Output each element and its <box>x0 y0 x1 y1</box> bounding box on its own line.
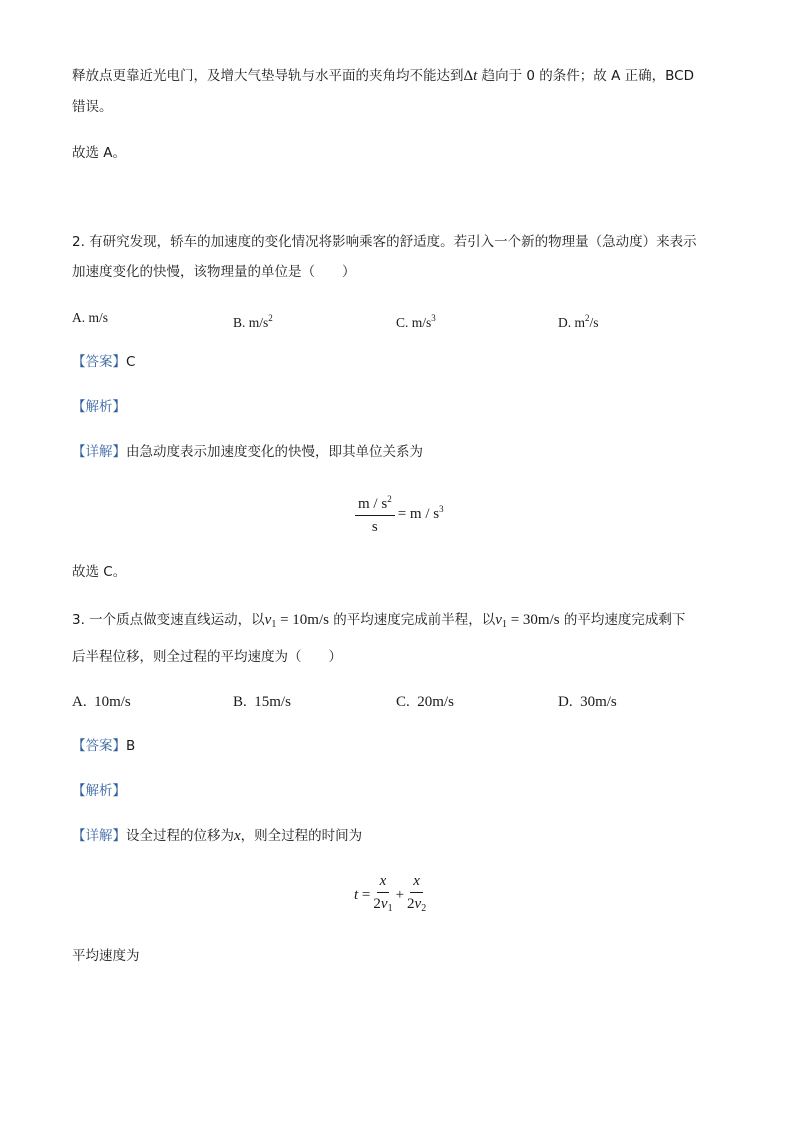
numerator <box>355 490 395 516</box>
q2-analysis <box>72 397 126 417</box>
text: 的平均速度完成剩下 <box>563 612 686 628</box>
q2-detail <box>72 442 423 462</box>
v: v <box>380 896 388 912</box>
fraction <box>355 490 395 536</box>
plus: + <box>395 886 405 903</box>
text: 释放点更靠近光电门，及增大气垫导轨与水平面的夹角均不能达到 <box>72 68 464 84</box>
text: m / s <box>358 496 388 512</box>
label: C. <box>396 694 410 710</box>
q2-choice: 故选 C。 <box>72 564 127 580</box>
v: v <box>414 896 422 912</box>
q2-stem-line-2: 加速度变化的快慢，该物理量的单位是（ ） <box>72 264 356 280</box>
choice-a-conclusion: 故选 A。 <box>72 145 127 161</box>
sub: 1 <box>387 903 393 914</box>
sub: 2 <box>421 903 427 914</box>
detail-text: 由急动度表示加速度变化的快慢，即其单位关系为 <box>126 444 423 460</box>
denominator <box>407 893 426 918</box>
value: 30m/s <box>580 694 617 710</box>
continuation-line-1 <box>72 66 694 86</box>
q3-detail <box>72 826 362 846</box>
q2-option-b <box>233 308 273 333</box>
value: 10m/s <box>94 694 131 710</box>
q2-stem-line-1: 2. 有研究发现，轿车的加速度的变化情况将影响乘客的舒适度。若引入一个新的物理量（急动度）来表示 <box>72 234 697 250</box>
label: B. <box>233 694 247 710</box>
answer-value: B <box>126 738 136 754</box>
sup: 2 <box>268 313 273 323</box>
lhs: t <box>354 886 359 903</box>
q3-stem-line-1 <box>72 610 685 635</box>
sup: 3 <box>431 313 436 323</box>
text: 的平均速度完成前半程，以 <box>333 612 496 628</box>
label: A. <box>72 694 87 710</box>
sup: 2 <box>585 313 590 323</box>
q3-option-c <box>396 692 454 712</box>
numerator: x <box>410 872 423 893</box>
answer-value: C <box>126 354 136 370</box>
continuation-line-2: 错误。 <box>72 99 113 115</box>
q3-option-d <box>558 692 617 712</box>
q2-option-c <box>396 308 436 333</box>
analysis-label: 【解析】 <box>72 783 126 799</box>
q2-unit-equation <box>352 490 444 536</box>
text: 3. 一个质点做变速直线运动，以 <box>72 612 265 628</box>
detail-label: 【详解】 <box>72 828 126 844</box>
text: 趋向于 0 的条件；故 A 正确，BCD <box>481 68 694 84</box>
fraction-1 <box>373 872 392 918</box>
two: 2 <box>407 896 415 912</box>
denominator: s <box>371 519 378 535</box>
two: 2 <box>373 896 381 912</box>
rhs <box>398 504 444 523</box>
text: = m / s <box>397 505 440 522</box>
q2-answer <box>72 352 135 372</box>
q3-option-a <box>72 692 131 712</box>
v-symbol: v <box>264 612 272 628</box>
detail-pre: 设全过程的位移为 <box>126 828 234 844</box>
t-symbol: t <box>473 68 478 84</box>
analysis-label: 【解析】 <box>72 399 126 415</box>
sub: 1 <box>501 619 507 630</box>
sup: 3 <box>439 503 444 514</box>
x-symbol: x <box>234 828 241 844</box>
q3-option-b <box>233 692 291 712</box>
value: 20m/s <box>417 694 454 710</box>
denominator <box>373 893 392 918</box>
q2-option-a: A. m/s <box>72 310 109 325</box>
fraction-2 <box>407 872 426 918</box>
q3-answer <box>72 736 135 756</box>
q3-time-equation <box>354 872 429 918</box>
numerator: x <box>377 872 390 893</box>
q3-analysis <box>72 781 126 801</box>
delta-symbol: Δ <box>463 68 474 84</box>
answer-label: 【答案】 <box>72 354 126 370</box>
value: 15m/s <box>254 694 291 710</box>
q3-average-velocity-intro: 平均速度为 <box>72 948 140 964</box>
sub: 1 <box>271 619 277 630</box>
value: = 10m/s <box>276 612 329 628</box>
text: /s <box>589 315 599 330</box>
answer-label: 【答案】 <box>72 738 126 754</box>
label: D. <box>558 694 573 710</box>
text: D. m <box>558 315 585 330</box>
sup: 2 <box>387 494 392 504</box>
text: B. m/s <box>233 315 269 330</box>
detail-label: 【详解】 <box>72 444 126 460</box>
text: C. m/s <box>396 315 432 330</box>
q2-option-d <box>558 308 599 333</box>
value: = 30m/s <box>506 612 560 628</box>
v-symbol: v <box>495 612 502 628</box>
q3-stem-line-2: 后半程位移，则全过程的平均速度为（ ） <box>72 649 342 665</box>
equals: = <box>361 886 371 903</box>
detail-post: ，则全过程的时间为 <box>240 828 363 844</box>
